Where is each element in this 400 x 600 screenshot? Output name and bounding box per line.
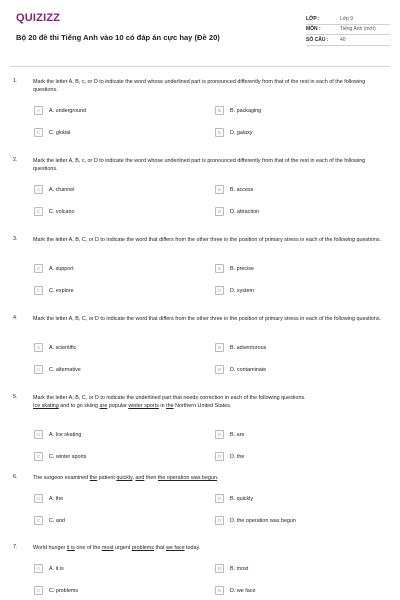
header (0, 0, 400, 62)
question-text (33, 78, 383, 94)
question-number: 2. (13, 157, 18, 163)
question-sentence (33, 544, 383, 552)
question-instruction: Mark the letter A, B, C, or D to indicate the word that differs from the other three in the position of primary stress in each of the following questions. (33, 237, 382, 243)
sentence-part: in (158, 403, 167, 409)
meta-label: MÔN : (306, 26, 321, 33)
underlined-part: quickly (116, 475, 133, 481)
option-a[interactable] (34, 264, 74, 273)
option-text: A. Ice skating (49, 431, 82, 438)
option-letter-box[interactable]: C (34, 207, 43, 216)
option-d[interactable] (215, 586, 255, 595)
meta-row-count (306, 35, 390, 46)
underlined-part: it is (66, 545, 75, 551)
question-instruction: Mark the letter A, B, c, or D to indicate the word whose underlined part is pronounced differently from that of the rest in each of the following questions. (33, 79, 366, 93)
underlined-part: are (99, 403, 108, 409)
sentence-part: today. (184, 545, 201, 551)
option-letter-box[interactable]: B (215, 343, 224, 352)
sentence-part: and to go skiing (58, 403, 100, 409)
sentence-part: one of the (74, 545, 102, 551)
underlined-part: most (101, 545, 114, 551)
question-number: 7. (13, 544, 18, 550)
option-c[interactable] (34, 365, 81, 374)
option-letter-box[interactable]: D (215, 286, 224, 295)
option-letter-box[interactable]: A (34, 106, 43, 115)
option-text: A. the (49, 495, 64, 502)
option-letter-box[interactable]: B (215, 264, 224, 273)
option-text: D. attraction (230, 208, 260, 215)
option-letter-box[interactable]: A (34, 185, 43, 194)
question-text (33, 157, 383, 173)
option-b[interactable] (215, 106, 261, 115)
question-instruction: Mark the letter A, B, C, or D to indicate the word that differs from the other three in the position of primary stress in each of the following questions. (33, 316, 382, 322)
header-divider (10, 66, 390, 67)
option-d[interactable] (215, 452, 244, 461)
question-number: 6. (13, 474, 18, 480)
option-text: C. alternative (49, 366, 81, 373)
option-c[interactable] (34, 586, 78, 595)
option-text: A. scientific (49, 344, 77, 351)
sentence-part: . (216, 475, 219, 481)
sentence-part: Northern United States. (173, 403, 232, 409)
option-letter-box[interactable]: A (34, 564, 43, 573)
sentence-part: then (144, 475, 158, 481)
option-letter-box[interactable]: B (215, 106, 224, 115)
option-text: B. adventurous (230, 344, 267, 351)
option-text: B. packaging (230, 107, 262, 114)
option-letter-box[interactable]: D (215, 207, 224, 216)
meta-value: Lớp 9 (340, 15, 354, 22)
option-letter-box[interactable]: B (215, 494, 224, 503)
option-a[interactable] (34, 494, 63, 503)
document-title: Bộ 20 đề thi Tiếng Anh vào 10 có đáp án cực hay (Đề 20) (16, 33, 220, 42)
option-text: A. it is (49, 565, 64, 572)
option-letter-box[interactable]: A (34, 494, 43, 503)
sentence-part: popular (107, 403, 129, 409)
option-a[interactable] (34, 564, 64, 573)
meta-value: Tiếng Anh (mới) (340, 26, 376, 33)
option-letter-box[interactable]: C (34, 128, 43, 137)
option-text: B. precise (230, 265, 254, 272)
option-text: A. channel (49, 186, 75, 193)
option-text: D. we face (230, 587, 256, 594)
question-instruction: Mark the letter A, B, C, or D to indicate the underlined part that needs correction in each of the following questions. (33, 395, 306, 401)
quizizz-logo: QUIZIZZ (16, 12, 61, 24)
option-letter-box[interactable]: C (34, 516, 43, 525)
underlined-part: winter sports (128, 403, 159, 409)
option-c[interactable] (34, 128, 70, 137)
option-text: B. quickly (230, 495, 254, 502)
option-c[interactable] (34, 286, 74, 295)
question-number: 1. (13, 78, 18, 84)
option-c[interactable] (34, 452, 86, 461)
question-sentence (33, 474, 383, 482)
option-letter-box[interactable]: D (215, 452, 224, 461)
option-text: C. and (49, 517, 65, 524)
meta-label: LỚP : (306, 15, 320, 22)
meta-label: SỐ CÂU : (306, 36, 329, 43)
option-b[interactable] (215, 494, 253, 503)
option-letter-box[interactable]: C (34, 286, 43, 295)
option-d[interactable] (215, 286, 254, 295)
option-text: C. problems (49, 587, 79, 594)
option-letter-box[interactable]: C (34, 452, 43, 461)
option-letter-box[interactable]: A (34, 264, 43, 273)
sentence-part: World hunger (33, 545, 67, 551)
meta-value: 40 (340, 36, 346, 43)
question-text (33, 544, 383, 552)
question-number: 5. (13, 394, 18, 400)
question-text (33, 236, 383, 244)
option-text: B. are (230, 431, 245, 438)
option-text: D. galaxy (230, 129, 253, 136)
option-b[interactable] (215, 343, 266, 352)
sentence-part: The surgeon examined (33, 475, 90, 481)
option-a[interactable] (34, 343, 76, 352)
question-text (33, 474, 383, 482)
option-text: C. explore (49, 287, 74, 294)
meta-row-subject (306, 25, 390, 36)
option-text: B. access (230, 186, 254, 193)
option-d[interactable] (215, 128, 252, 137)
option-text: C. volcano (49, 208, 75, 215)
option-c[interactable] (34, 207, 74, 216)
meta-row-class (306, 14, 390, 25)
option-b[interactable] (215, 564, 248, 573)
option-text: A. support (49, 265, 74, 272)
question-text (33, 315, 383, 323)
option-a[interactable] (34, 430, 81, 439)
option-text: D. contaminate (230, 366, 267, 373)
option-text: D. the operation was begun (230, 517, 296, 524)
option-text: B. most (230, 565, 249, 572)
question-instruction: Mark the letter A, B, c, or D to indicate the word whose underlined part is pronounced differently from that of the rest in each of the following questions. (33, 158, 366, 172)
option-letter-box[interactable]: B (215, 430, 224, 439)
underlined-part: the (89, 475, 98, 481)
question-number: 4. (13, 315, 18, 321)
underlined-part: the (166, 403, 174, 409)
question-number: 3. (13, 236, 18, 242)
option-letter-box[interactable]: B (215, 185, 224, 194)
option-letter-box[interactable]: B (215, 564, 224, 573)
option-text: A. underground (49, 107, 87, 114)
sentence-part: patient (97, 475, 117, 481)
option-letter-box[interactable]: D (215, 586, 224, 595)
option-letter-box[interactable]: D (215, 365, 224, 374)
underlined-part: the operation was begun (157, 475, 217, 481)
question-sentence (33, 402, 383, 410)
option-b[interactable] (215, 185, 253, 194)
sentence-part: that (153, 545, 166, 551)
option-a[interactable] (34, 185, 74, 194)
option-letter-box[interactable]: A (34, 343, 43, 352)
underlined-part: we face (165, 545, 185, 551)
option-text: D. system (230, 287, 254, 294)
option-a[interactable] (34, 106, 86, 115)
option-letter-box[interactable]: C (34, 586, 43, 595)
option-letter-box[interactable]: C (34, 365, 43, 374)
option-c[interactable] (34, 516, 65, 525)
option-b[interactable] (215, 264, 254, 273)
sentence-part: , (132, 475, 136, 481)
underlined-part: Ice skating (33, 403, 59, 409)
sentence-part: urgent (113, 545, 132, 551)
option-d[interactable] (215, 365, 266, 374)
option-d[interactable] (215, 516, 296, 525)
option-b[interactable] (215, 430, 244, 439)
underlined-part: problems (131, 545, 154, 551)
option-text: C. global (49, 129, 71, 136)
option-text: D. the (230, 453, 245, 460)
option-d[interactable] (215, 207, 259, 216)
question-text (33, 394, 383, 410)
option-letter-box[interactable]: D (215, 516, 224, 525)
option-letter-box[interactable]: A (34, 430, 43, 439)
option-letter-box[interactable]: D (215, 128, 224, 137)
meta-table (306, 14, 390, 46)
underlined-part: and (135, 475, 145, 481)
option-text: C. winter sports (49, 453, 87, 460)
